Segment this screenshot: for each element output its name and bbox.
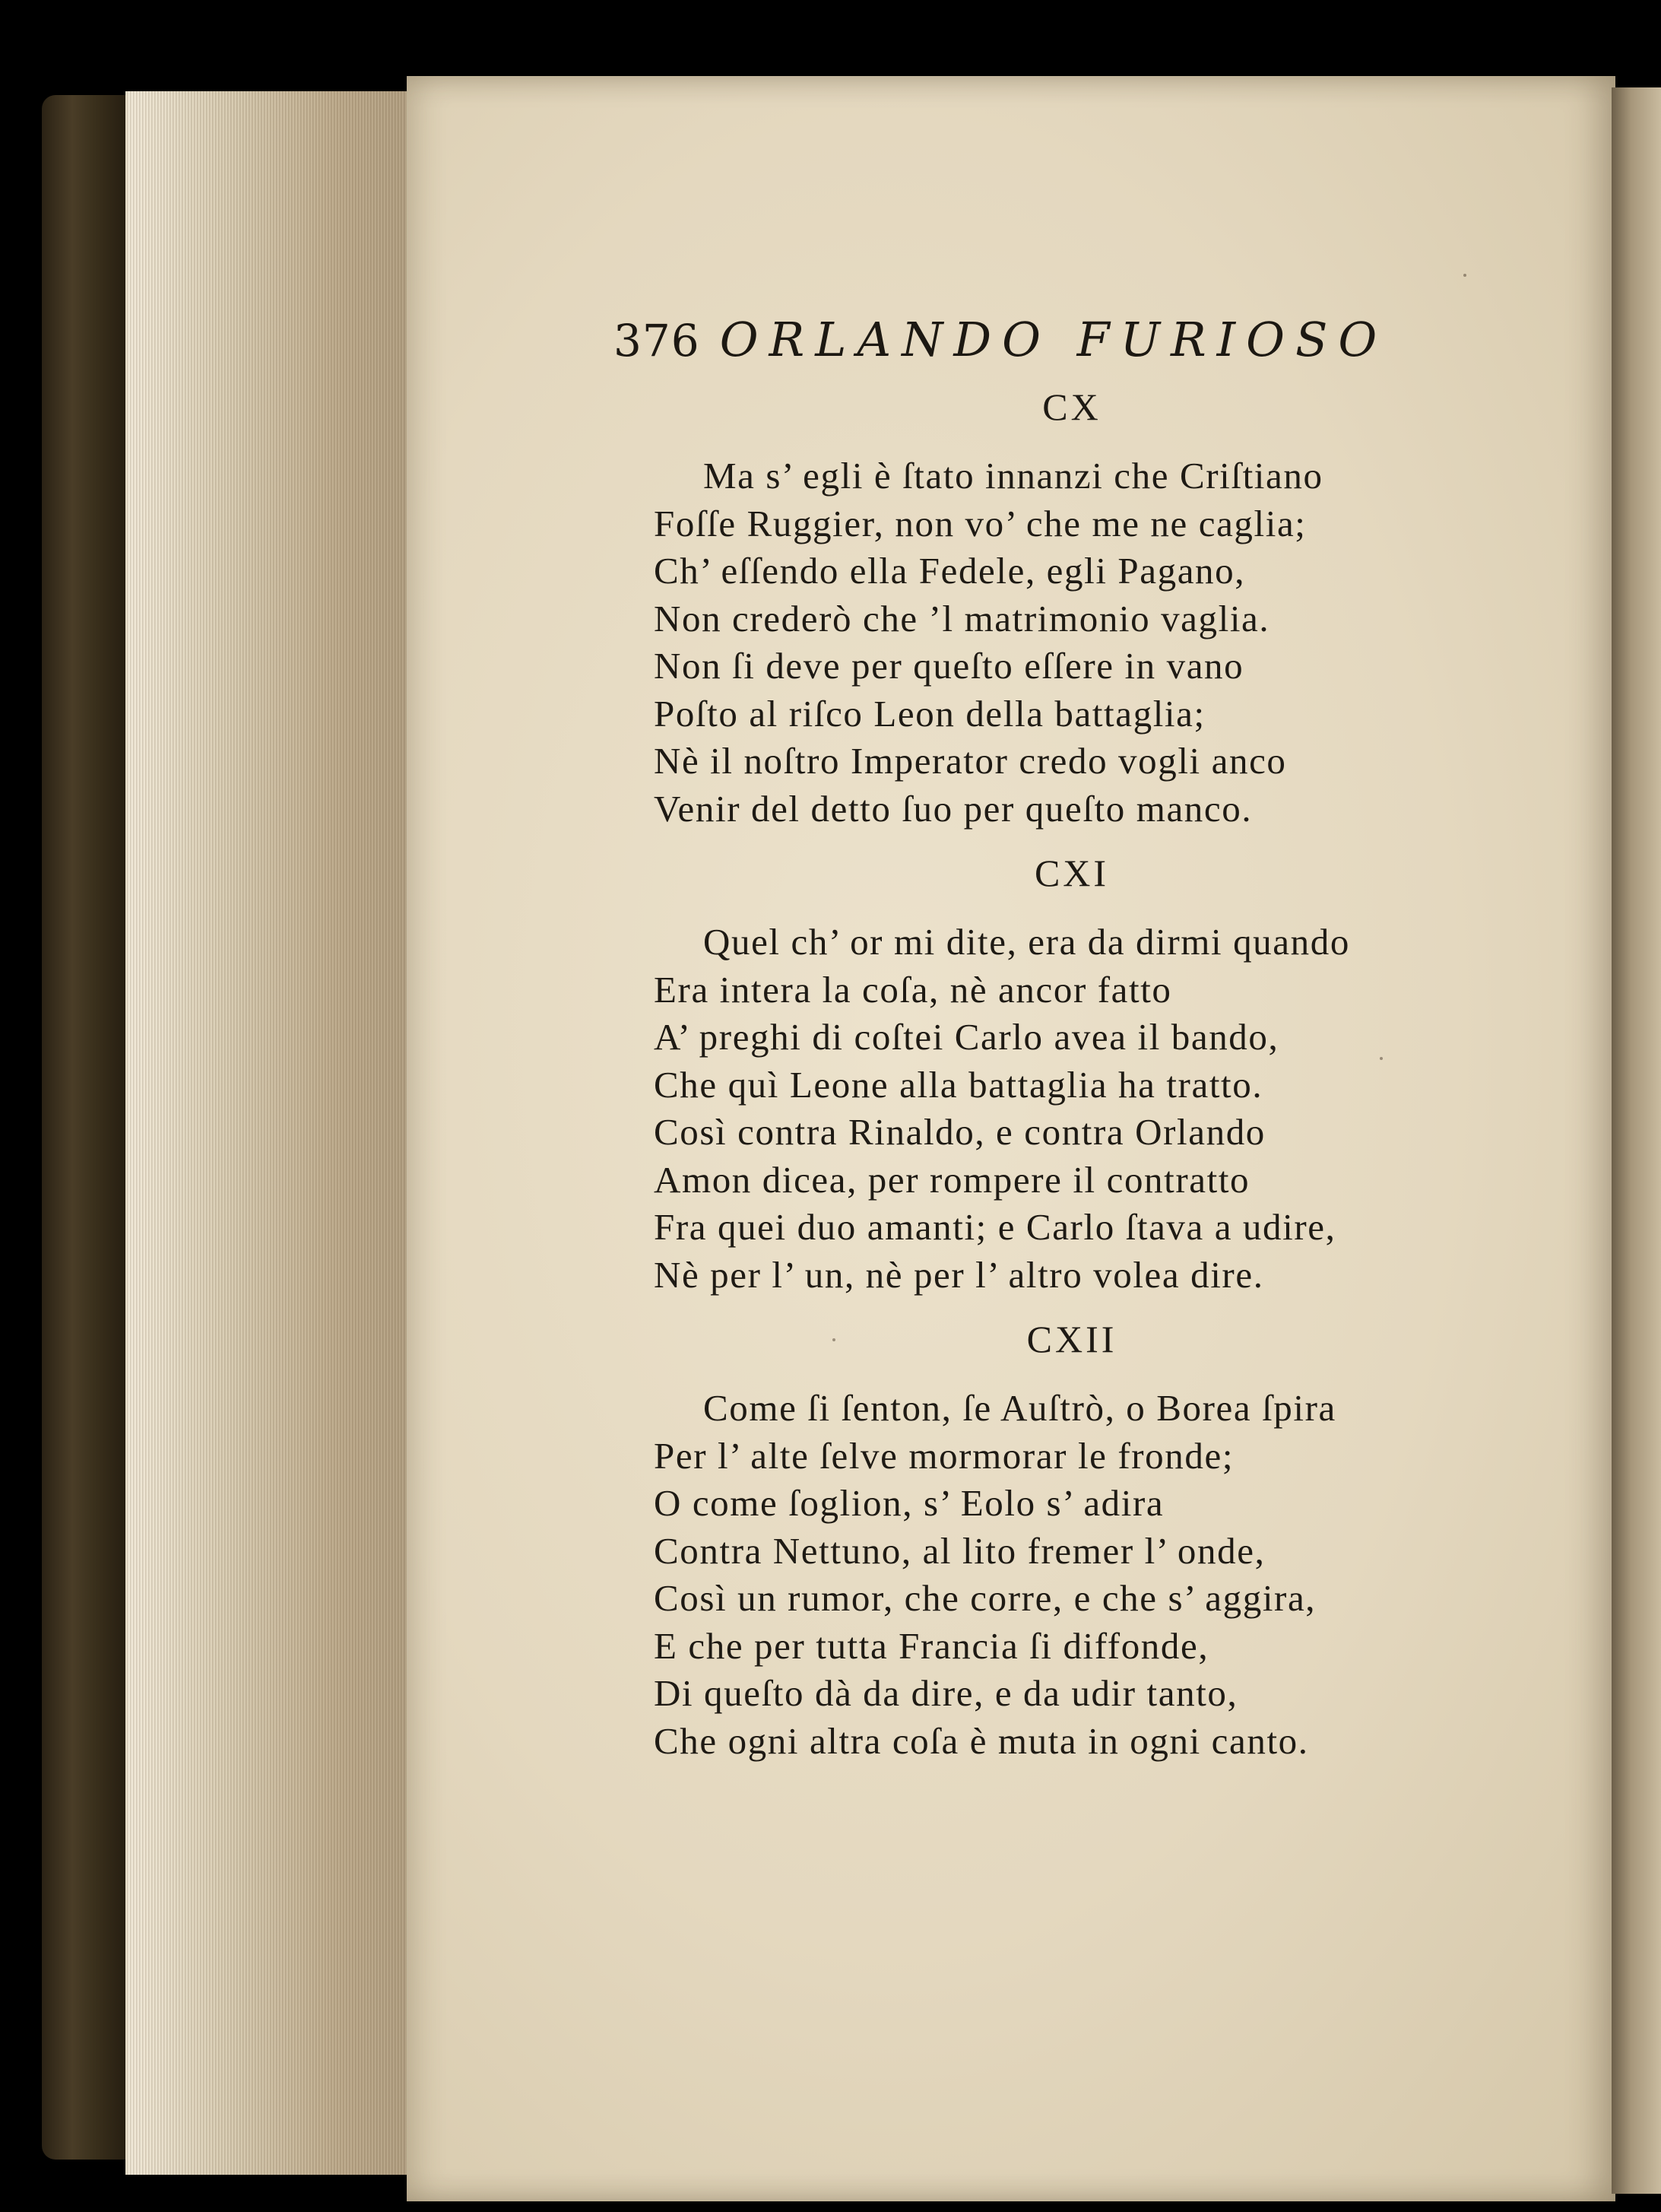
stanza [654,1316,1528,1765]
verse-line: Era intera la coſa, nè ancor fatto [654,968,1172,1011]
stanza [654,384,1528,833]
verse-line: A’ preghi di coſtei Carlo avea il bando, [654,1016,1279,1058]
paper-speck [1463,274,1466,277]
verse-line: Che ogni altra coſa è muta in ogni canto. [654,1719,1309,1762]
stanza-number: CX [1042,386,1102,428]
verse-line: Contra Nettuno, al lito fremer l’ onde, [654,1529,1266,1572]
verse-line: Non ſi deve per queſto eſſere in vano [654,645,1244,687]
verse-line: Nè il noſtro Imperator credo vogli anco [654,740,1287,782]
verse-line: Quel ch’ or mi dite, era da dirmi quando [703,921,1350,963]
verse-line: Poſto al riſco Leon della battaglia; [654,692,1206,735]
running-title: ORLANDO FURIOSO [719,312,1388,367]
verse-line: Per l’ alte ſelve mormorar le fronde; [654,1434,1235,1477]
verse-lines [654,452,1528,833]
verse-line: Non crederò che ’l matrimonio vaglia. [654,597,1270,639]
verse-line: Ma s’ egli è ſtato innanzi che Criſtiano [703,455,1323,497]
verse-line: Fra quei duo amanti; e Carlo ſtava a udire, [654,1206,1336,1248]
verse-line: E che per tutta Francia ſi diffonde, [654,1624,1209,1667]
verse-line: Che quì Leone alla battaglia ha tratto. [654,1063,1263,1106]
page-number: 376 [613,315,700,367]
stanza-number: CXI [1034,852,1110,894]
verse-line: Come ſi ſenton, ſe Auſtrò, o Borea ſpira [703,1387,1336,1429]
verse-line: Venir del detto ſuo per queſto manco. [654,787,1253,830]
verse-line: Ch’ eſſendo ella Fedele, egli Pagano, [654,550,1246,592]
stanza-number: CXII [1026,1318,1117,1360]
book-cover-edge [42,95,129,2160]
verse-line: Così contra Rinaldo, e contra Orlando [654,1111,1266,1153]
verse-line: Foſſe Ruggier, non vo’ che me ne caglia; [654,502,1307,544]
verse-lines [654,919,1528,1299]
verse-lines [654,1385,1528,1765]
stanza [654,850,1528,1299]
verse-line: Così un rumor, che corre, e che s’ aggira, [654,1577,1317,1619]
verse-line: Di queſto dà da dire, e da udir tanto, [654,1672,1238,1714]
facing-page-edge [1612,87,1661,2194]
verse-line: Nè per l’ un, nè per l’ altro volea dire. [654,1253,1264,1296]
page-block-edge [125,91,450,2175]
page-header [613,312,1387,367]
verse-line: O come ſoglion, s’ Eolo s’ adira [654,1482,1165,1524]
verse-line: Amon dicea, per rompere il contratto [654,1158,1251,1201]
